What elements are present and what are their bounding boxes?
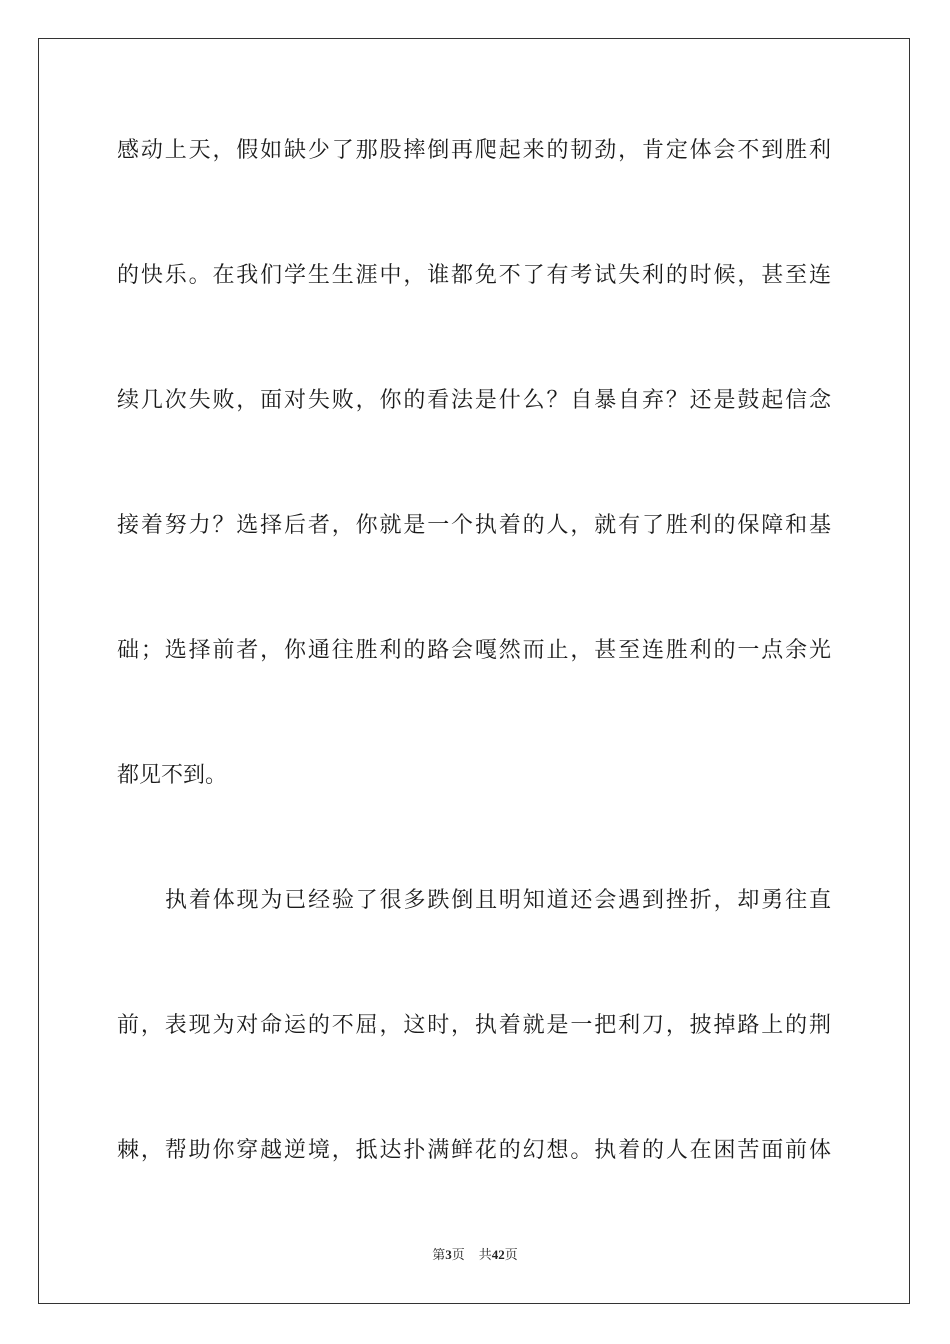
body-line-7: 执着体现为已经验了很多跌倒且明知道还会遇到挫折，却勇往直 [165, 888, 831, 913]
page-border [38, 38, 910, 1304]
body-line-9: 棘，帮助你穿越逆境，抵达扑满鲜花的幻想。执着的人在困苦面前体 [117, 1138, 831, 1163]
footer-total-suffix: 页 [504, 1247, 518, 1262]
body-line-3: 续几次失败，面对失败，你的看法是什么？自暴自弃？还是鼓起信念 [117, 388, 831, 413]
body-line-2: 的快乐。在我们学生生涯中，谁都免不了有考试失利的时候，甚至连 [117, 263, 831, 288]
page-footer [0, 1246, 950, 1264]
body-line-1: 感动上天，假如缺少了那股摔倒再爬起来的韧劲，肯定体会不到胜利 [117, 138, 831, 163]
footer-total-prefix: 共 [478, 1247, 492, 1262]
body-line-8: 前，表现为对命运的不屈，这时，执着就是一把利刀，披掉路上的荆 [117, 1013, 831, 1038]
footer-page-prefix: 第 [432, 1247, 446, 1262]
body-line-6: 都见不到。 [117, 763, 228, 788]
footer-page-number: 3 [445, 1247, 452, 1262]
footer-page-suffix: 页 [451, 1247, 465, 1262]
body-line-5: 础；选择前者，你通往胜利的路会嘎然而止，甚至连胜利的一点余光 [117, 638, 831, 663]
footer-total-pages: 42 [491, 1247, 505, 1262]
body-line-4: 接着努力？选择后者，你就是一个执着的人，就有了胜利的保障和基 [117, 513, 831, 538]
